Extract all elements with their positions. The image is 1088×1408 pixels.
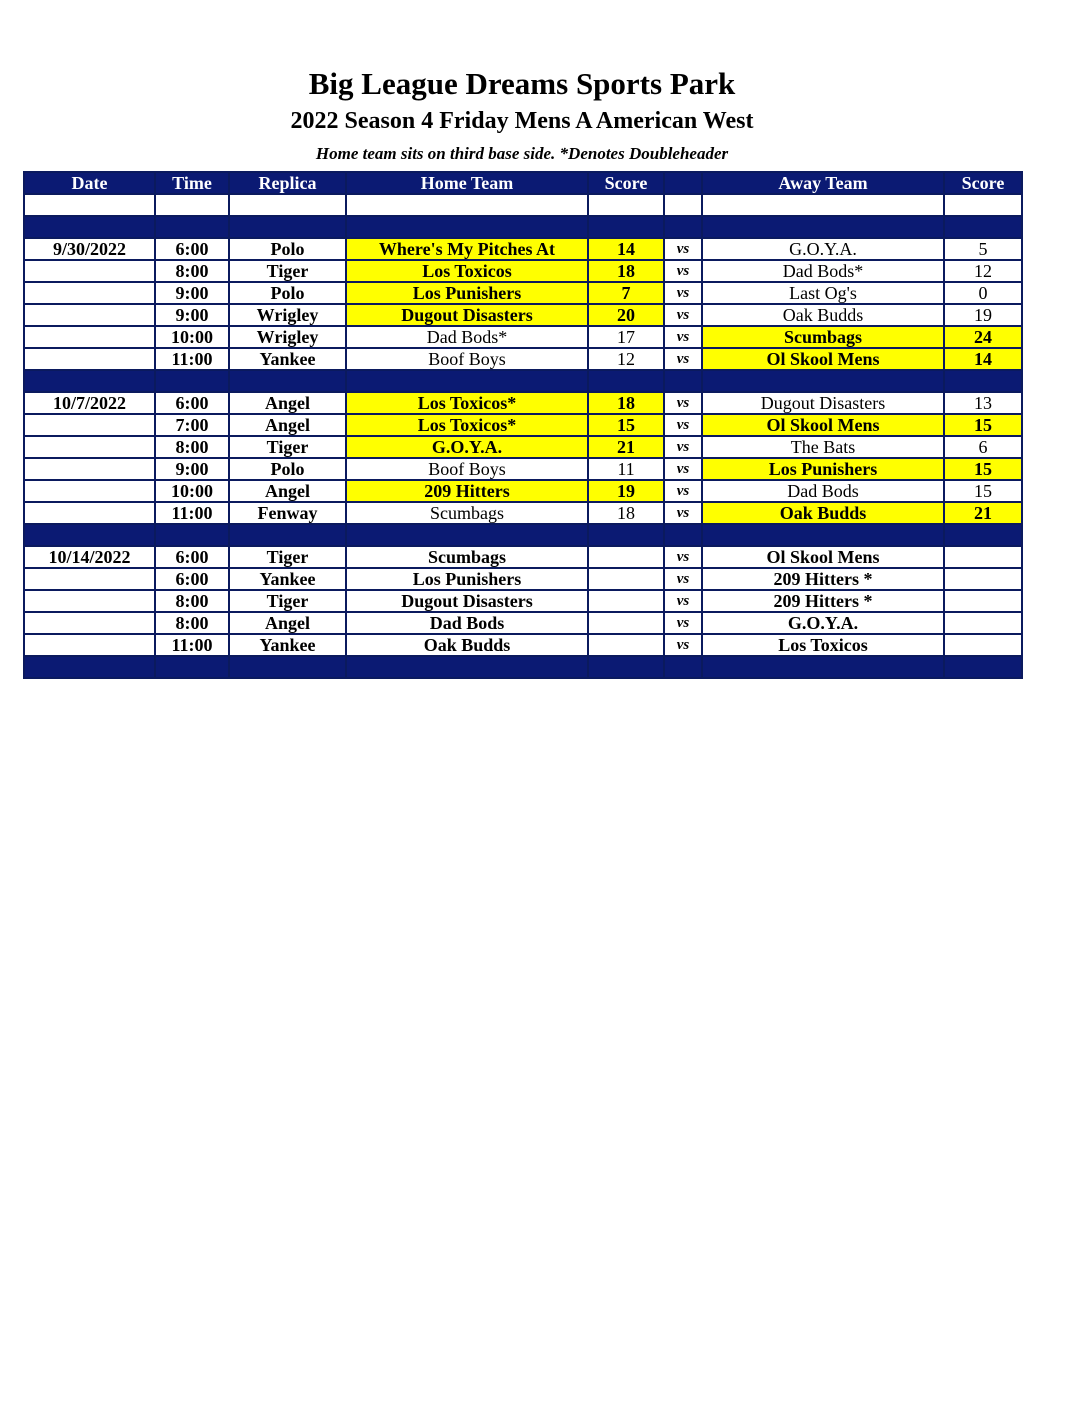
cell-vs: vs — [664, 590, 702, 612]
cell-away-score: 6 — [944, 436, 1022, 458]
cell-away-score: 19 — [944, 304, 1022, 326]
cell-home: Boof Boys — [346, 348, 588, 370]
cell-home-score — [588, 524, 664, 546]
cell-replica: Angel — [229, 414, 346, 436]
cell-away-score — [944, 656, 1022, 678]
cell-away: Ol Skool Mens — [702, 348, 944, 370]
cell-away-score — [944, 634, 1022, 656]
cell-replica: Tiger — [229, 546, 346, 568]
page-note: Home team sits on third base side. *Denotes Doubleheader — [315, 144, 729, 163]
column-header-vs — [664, 172, 702, 194]
cell-vs: vs — [664, 392, 702, 414]
cell-away-score — [944, 524, 1022, 546]
cell-away-score: 24 — [944, 326, 1022, 348]
cell-away: G.O.Y.A. — [702, 238, 944, 260]
cell-vs: vs — [664, 414, 702, 436]
cell-time: 8:00 — [155, 260, 229, 282]
cell-home-score — [588, 216, 664, 238]
cell-replica: Angel — [229, 392, 346, 414]
cell-away-score — [944, 568, 1022, 590]
cell-away: Dad Bods* — [702, 260, 944, 282]
cell-away-score: 15 — [944, 458, 1022, 480]
cell-date — [24, 216, 155, 238]
cell-away: Los Toxicos — [702, 634, 944, 656]
cell-home: Dad Bods* — [346, 326, 588, 348]
cell-home: Where's My Pitches At — [346, 238, 588, 260]
cell-home-score: 18 — [588, 260, 664, 282]
table-row — [24, 546, 1022, 568]
cell-time: 9:00 — [155, 458, 229, 480]
cell-date — [24, 414, 155, 436]
table-row — [24, 238, 1022, 260]
cell-home: Los Toxicos — [346, 260, 588, 282]
cell-away-score: 0 — [944, 282, 1022, 304]
table-row — [24, 458, 1022, 480]
cell-home-score — [588, 634, 664, 656]
cell-time: 10:00 — [155, 326, 229, 348]
column-header-home-team: Home Team — [346, 172, 588, 194]
cell-date — [24, 612, 155, 634]
cell-time: 11:00 — [155, 634, 229, 656]
cell-away: Last Og's — [702, 282, 944, 304]
cell-time: 10:00 — [155, 480, 229, 502]
cell-replica — [229, 216, 346, 238]
cell-home: Dugout Disasters — [346, 590, 588, 612]
table-row — [24, 568, 1022, 590]
cell-vs: vs — [664, 238, 702, 260]
cell-home-score: 18 — [588, 502, 664, 524]
cell-vs: vs — [664, 282, 702, 304]
cell-date — [24, 502, 155, 524]
cell-away: Scumbags — [702, 326, 944, 348]
cell-home-score: 17 — [588, 326, 664, 348]
page-title: Big League Dreams Sports Park — [308, 66, 736, 101]
cell-away: 209 Hitters * — [702, 590, 944, 612]
cell-time: 6:00 — [155, 568, 229, 590]
cell-away-score: 5 — [944, 238, 1022, 260]
cell-time: 9:00 — [155, 282, 229, 304]
cell-replica — [229, 370, 346, 392]
blank-row — [24, 194, 1022, 216]
cell-vs: vs — [664, 260, 702, 282]
column-header-away-team: Away Team — [702, 172, 944, 194]
cell-replica: Yankee — [229, 568, 346, 590]
cell-vs — [664, 656, 702, 678]
cell-home: Oak Budds — [346, 634, 588, 656]
cell-home — [346, 524, 588, 546]
cell-away-score — [944, 612, 1022, 634]
cell-away-score: 14 — [944, 348, 1022, 370]
cell-time: 8:00 — [155, 612, 229, 634]
cell-home-score — [588, 590, 664, 612]
cell-home-score: 20 — [588, 304, 664, 326]
cell-time: 8:00 — [155, 590, 229, 612]
cell-replica — [229, 524, 346, 546]
cell-home-score: 11 — [588, 458, 664, 480]
cell-date — [24, 458, 155, 480]
cell-away-score — [944, 546, 1022, 568]
cell-home: Scumbags — [346, 502, 588, 524]
table-row — [24, 304, 1022, 326]
cell-home — [346, 194, 588, 216]
cell-home-score: 14 — [588, 238, 664, 260]
cell-home: Dad Bods — [346, 612, 588, 634]
cell-time: 9:00 — [155, 304, 229, 326]
cell-date — [24, 260, 155, 282]
cell-away: 209 Hitters * — [702, 568, 944, 590]
cell-replica: Angel — [229, 480, 346, 502]
cell-home: 209 Hitters — [346, 480, 588, 502]
cell-replica: Polo — [229, 282, 346, 304]
cell-date — [24, 436, 155, 458]
cell-home — [346, 370, 588, 392]
cell-date: 10/14/2022 — [24, 546, 155, 568]
cell-home-score — [588, 194, 664, 216]
cell-vs: vs — [664, 502, 702, 524]
table-row — [24, 282, 1022, 304]
table-row — [24, 612, 1022, 634]
table-row — [24, 634, 1022, 656]
table-row — [24, 348, 1022, 370]
cell-vs: vs — [664, 612, 702, 634]
cell-time: 6:00 — [155, 392, 229, 414]
cell-away-score: 21 — [944, 502, 1022, 524]
cell-vs: vs — [664, 436, 702, 458]
cell-vs: vs — [664, 568, 702, 590]
cell-home-score — [588, 370, 664, 392]
table-row — [24, 502, 1022, 524]
cell-away: The Bats — [702, 436, 944, 458]
cell-vs — [664, 194, 702, 216]
cell-home-score: 12 — [588, 348, 664, 370]
cell-home: Boof Boys — [346, 458, 588, 480]
column-header-home-score: Score — [588, 172, 664, 194]
page-subtitle: 2022 Season 4 Friday Mens A American West — [290, 108, 754, 134]
separator-band — [24, 216, 1022, 238]
cell-replica: Yankee — [229, 634, 346, 656]
cell-home-score: 19 — [588, 480, 664, 502]
cell-replica — [229, 656, 346, 678]
cell-away — [702, 524, 944, 546]
cell-away — [702, 370, 944, 392]
cell-vs — [664, 216, 702, 238]
cell-replica: Polo — [229, 238, 346, 260]
table-row — [24, 590, 1022, 612]
cell-home-score: 21 — [588, 436, 664, 458]
header-row — [24, 172, 1022, 194]
cell-away-score: 15 — [944, 414, 1022, 436]
cell-vs: vs — [664, 304, 702, 326]
cell-date — [24, 326, 155, 348]
cell-home-score — [588, 568, 664, 590]
cell-away-score — [944, 194, 1022, 216]
cell-away — [702, 656, 944, 678]
cell-date — [24, 282, 155, 304]
cell-replica: Yankee — [229, 348, 346, 370]
cell-away: Oak Budds — [702, 304, 944, 326]
cell-home: Los Toxicos* — [346, 414, 588, 436]
cell-date — [24, 568, 155, 590]
cell-home-score — [588, 656, 664, 678]
cell-replica: Wrigley — [229, 304, 346, 326]
cell-time: 11:00 — [155, 348, 229, 370]
cell-date — [24, 590, 155, 612]
cell-home: Dugout Disasters — [346, 304, 588, 326]
cell-away: Dad Bods — [702, 480, 944, 502]
cell-replica: Fenway — [229, 502, 346, 524]
cell-time — [155, 524, 229, 546]
table-row — [24, 260, 1022, 282]
cell-time: 11:00 — [155, 502, 229, 524]
cell-away — [702, 194, 944, 216]
column-header-away-score: Score — [944, 172, 1022, 194]
cell-away-score: 13 — [944, 392, 1022, 414]
cell-vs: vs — [664, 480, 702, 502]
cell-date: 9/30/2022 — [24, 238, 155, 260]
cell-away: Ol Skool Mens — [702, 414, 944, 436]
cell-date — [24, 524, 155, 546]
cell-date — [24, 194, 155, 216]
cell-date — [24, 304, 155, 326]
column-header-replica: Replica — [229, 172, 346, 194]
table-row — [24, 480, 1022, 502]
cell-away-score: 12 — [944, 260, 1022, 282]
cell-home-score: 7 — [588, 282, 664, 304]
cell-vs: vs — [664, 634, 702, 656]
column-header-date: Date — [24, 172, 155, 194]
table-row — [24, 414, 1022, 436]
cell-date — [24, 656, 155, 678]
cell-away: Los Punishers — [702, 458, 944, 480]
cell-replica: Angel — [229, 612, 346, 634]
cell-time: 6:00 — [155, 238, 229, 260]
cell-away-score — [944, 590, 1022, 612]
cell-vs — [664, 370, 702, 392]
cell-replica: Tiger — [229, 590, 346, 612]
cell-replica: Tiger — [229, 436, 346, 458]
cell-home: Los Toxicos* — [346, 392, 588, 414]
cell-date: 10/7/2022 — [24, 392, 155, 414]
cell-time — [155, 370, 229, 392]
cell-away: G.O.Y.A. — [702, 612, 944, 634]
column-header-time: Time — [155, 172, 229, 194]
cell-vs: vs — [664, 326, 702, 348]
schedule-table — [23, 171, 1023, 679]
cell-home-score — [588, 546, 664, 568]
cell-time — [155, 194, 229, 216]
cell-away-score: 15 — [944, 480, 1022, 502]
table-row — [24, 436, 1022, 458]
cell-away-score — [944, 370, 1022, 392]
cell-home-score — [588, 612, 664, 634]
cell-time — [155, 216, 229, 238]
cell-date — [24, 480, 155, 502]
cell-home: Los Punishers — [346, 568, 588, 590]
cell-vs: vs — [664, 458, 702, 480]
cell-replica — [229, 194, 346, 216]
cell-replica: Polo — [229, 458, 346, 480]
cell-home — [346, 216, 588, 238]
cell-away-score — [944, 216, 1022, 238]
cell-time: 7:00 — [155, 414, 229, 436]
separator-band — [24, 524, 1022, 546]
table-row — [24, 326, 1022, 348]
separator-band — [24, 370, 1022, 392]
cell-replica: Tiger — [229, 260, 346, 282]
cell-home-score: 18 — [588, 392, 664, 414]
cell-home-score: 15 — [588, 414, 664, 436]
separator-band — [24, 656, 1022, 678]
cell-home: Scumbags — [346, 546, 588, 568]
cell-date — [24, 634, 155, 656]
cell-away: Oak Budds — [702, 502, 944, 524]
cell-vs: vs — [664, 546, 702, 568]
cell-vs: vs — [664, 348, 702, 370]
cell-home — [346, 656, 588, 678]
cell-away — [702, 216, 944, 238]
cell-time — [155, 656, 229, 678]
cell-home: G.O.Y.A. — [346, 436, 588, 458]
table-row — [24, 392, 1022, 414]
cell-home: Los Punishers — [346, 282, 588, 304]
cell-time: 8:00 — [155, 436, 229, 458]
cell-time: 6:00 — [155, 546, 229, 568]
cell-away: Dugout Disasters — [702, 392, 944, 414]
cell-date — [24, 370, 155, 392]
cell-replica: Wrigley — [229, 326, 346, 348]
cell-date — [24, 348, 155, 370]
cell-vs — [664, 524, 702, 546]
cell-away: Ol Skool Mens — [702, 546, 944, 568]
